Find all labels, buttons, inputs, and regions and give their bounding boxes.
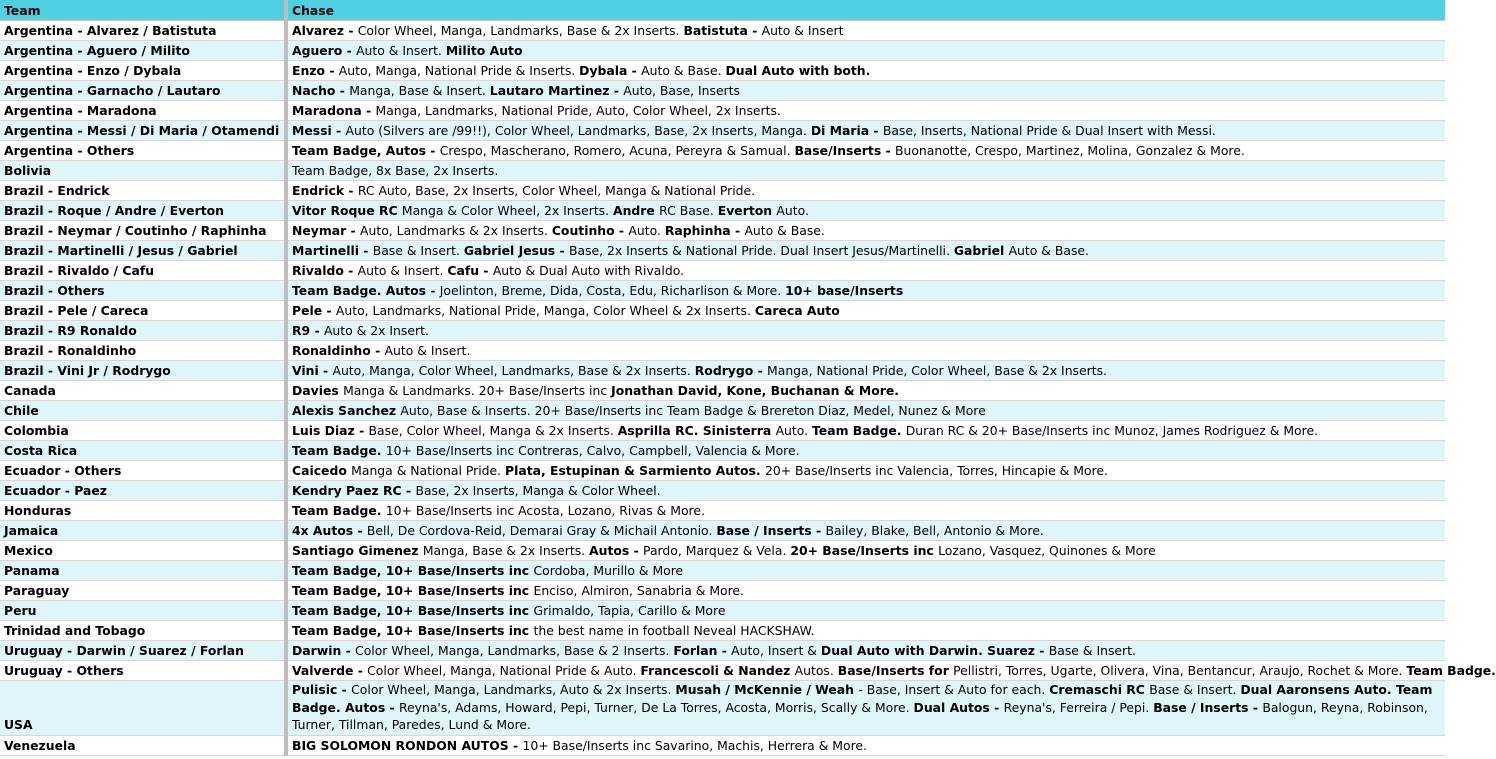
chase-text: Duran RC & 20+ Base/Inserts inc Munoz, James Rodriguez & More. <box>905 422 1319 438</box>
chase-bold-text: Milito Auto <box>445 42 523 58</box>
table-row <box>0 221 1445 241</box>
chase-bold-text: Santiago Gimenez <box>292 542 423 558</box>
chase-cell[interactable] <box>286 121 1445 141</box>
chase-text: Auto & Dual Auto with Rivaldo. <box>492 262 685 278</box>
chase-cell[interactable] <box>286 81 1445 101</box>
chase-bold-text: Gabriel Jesus - <box>463 242 569 258</box>
team-cell[interactable]: Argentina - Maradona <box>0 101 286 121</box>
team-cell[interactable]: Jamaica <box>0 521 286 541</box>
chase-bold-text: Coutinho - <box>551 222 629 238</box>
chase-text: 20+ Base/Inserts inc Valencia, Torres, Hincapie & More. <box>764 462 1108 478</box>
chase-text: Color Wheel, Manga, Landmarks, Base & 2 Inserts. <box>355 642 674 658</box>
chase-bold-text: Team Badge. <box>292 442 386 458</box>
team-cell[interactable]: Brazil - Martinelli / Jesus / Gabriel <box>0 241 286 261</box>
chase-text: Reyna's, Ferreira / Pepi. <box>1003 699 1154 715</box>
team-cell[interactable]: Colombia <box>0 421 286 441</box>
chase-text: Auto & Base. <box>744 222 825 238</box>
chase-cell[interactable] <box>286 461 1445 481</box>
chase-text: Bell, De Cordova-Reid, Demarai Gray & Michail Antonio. <box>366 522 717 538</box>
chase-cell[interactable] <box>286 561 1445 581</box>
chase-text: Auto, Manga, National Pride & Inserts. <box>338 62 580 78</box>
table-row <box>0 661 1445 681</box>
chase-bold-text: Musah / McKennie / Weah <box>675 682 859 697</box>
chase-text: 10+ Base/Inserts inc Contreras, Calvo, Campbell, Valencia & More. <box>385 442 800 458</box>
chase-bold-text: Team Badge, 10+ Base/Inserts inc <box>292 562 534 578</box>
chase-bold-text: Everton <box>717 202 777 218</box>
chase-cell[interactable] <box>286 241 1445 261</box>
chase-bold-text: 10+ base/Inserts <box>785 282 904 298</box>
chase-text: Base, Color Wheel, Manga & 2x Inserts. <box>368 422 618 438</box>
chase-bold-text: Dual Auto with both. <box>725 62 871 78</box>
chase-text: Auto, Insert & <box>731 642 821 658</box>
table-row <box>0 201 1445 221</box>
chase-text: Auto & 2x Insert. <box>323 322 429 338</box>
chase-bold-text: Vini - <box>292 362 333 378</box>
chase-text: Auto, Manga, Color Wheel, Landmarks, Base & 2x Inserts. <box>332 362 695 378</box>
table-row <box>0 521 1445 541</box>
table-row <box>0 461 1445 481</box>
chase-text: Auto, Landmarks & 2x Inserts. <box>360 222 552 238</box>
chase-text: Grimaldo, Tapia, Carillo & More <box>533 602 726 618</box>
table-row <box>0 581 1445 601</box>
chase-text: Lozano, Vasquez, Quinones & More <box>938 542 1156 558</box>
chase-text: Bailey, Blake, Bell, Antonio & More. <box>825 522 1044 538</box>
chase-cell[interactable] <box>286 301 1445 321</box>
table-row <box>0 381 1445 401</box>
chase-cell[interactable] <box>286 521 1445 541</box>
chase-text: Auto & Insert. <box>384 342 471 358</box>
chase-cell[interactable] <box>286 481 1445 501</box>
table-row <box>0 121 1445 141</box>
chase-bold-text: Team Badge, Autos - <box>292 142 440 158</box>
chase-text: Auto & Base. <box>1008 242 1089 258</box>
table-row <box>0 421 1445 441</box>
team-cell[interactable]: Panama <box>0 561 286 581</box>
chase-text: Auto & Insert. <box>357 262 448 278</box>
team-cell[interactable]: Uruguay - Darwin / Suarez / Forlan <box>0 641 286 661</box>
chase-text: Base & Insert. <box>372 242 464 258</box>
chase-bold-text: Team Badge. Autos - <box>292 282 440 298</box>
chase-bold-text: Cafu - <box>447 262 493 278</box>
chase-text: Auto, Landmarks, National Pride, Manga, Color Wheel & 2x Inserts. <box>335 302 755 318</box>
chase-bold-text: Luis Diaz - <box>292 422 369 438</box>
chase-text: Autos. <box>794 662 838 678</box>
chase-bold-text: Rodrygo - <box>694 362 768 378</box>
team-cell[interactable]: Argentina - Alvarez / Batistuta <box>0 21 286 41</box>
chase-text: Manga & National Pride. <box>351 462 506 478</box>
chase-bold-text: R9 - <box>292 322 324 338</box>
chase-text: Team Badge, 8x Base, 2x Inserts. <box>292 162 499 178</box>
chase-cell[interactable] <box>286 321 1445 341</box>
chase-text: Auto, Base, Inserts <box>623 82 740 98</box>
chase-text: Manga, Landmarks, National Pride, Auto, Color Wheel, 2x Inserts. <box>375 102 781 118</box>
chase-text: Joelinton, Breme, Dida, Costa, Edu, Richarlison & More. <box>439 282 786 298</box>
chase-bold-text: Asprilla RC. Sinisterra <box>617 422 776 438</box>
chase-cell[interactable] <box>286 361 1445 381</box>
table-row <box>0 441 1445 461</box>
chase-text: Manga, Base & 2x Inserts. <box>422 542 590 558</box>
team-cell[interactable]: Brazil - Ronaldinho <box>0 341 286 361</box>
team-cell[interactable]: Brazil - Neymar / Coutinho / Raphinha <box>0 221 286 241</box>
chase-bold-text: Team Badge, 10+ Base/Inserts inc <box>292 622 534 638</box>
chase-text: Base & Insert. <box>1149 682 1241 697</box>
chase-bold-text: Dual Auto with Darwin. Suarez - <box>820 642 1049 658</box>
chase-cell[interactable] <box>286 621 1445 641</box>
chase-text: Manga & Color Wheel, 2x Inserts. <box>401 202 614 218</box>
chase-bold-text: Nacho - <box>292 82 350 98</box>
chase-bold-text: Careca Auto <box>754 302 840 318</box>
chase-cell[interactable] <box>286 736 1445 756</box>
chase-bold-text: Team Badge. <box>292 502 386 518</box>
chase-text: Auto (Silvers are /99!!), Color Wheel, Landmarks, Base, 2x Inserts, Manga. <box>345 122 811 138</box>
table-row <box>0 401 1445 421</box>
chase-text: Buonanotte, Crespo, Martinez, Molina, Gonzalez & More. <box>894 142 1245 158</box>
chase-bold-text: Maradona - <box>292 102 376 118</box>
chase-bold-text: Base / Inserts - <box>1153 699 1263 715</box>
team-cell[interactable]: Brazil - Roque / Andre / Everton <box>0 201 286 221</box>
team-cell[interactable]: Bolivia <box>0 161 286 181</box>
chase-text: the best name in football Neveal HACKSHAW. <box>533 622 815 638</box>
chase-bold-text: Ronaldinho - <box>292 342 385 358</box>
chase-text: Manga, National Pride, Color Wheel, Base & 2x Inserts. <box>767 362 1107 378</box>
chase-bold-text: Enzo - <box>292 62 339 78</box>
team-cell[interactable]: Brazil - Endrick <box>0 181 286 201</box>
chase-bold-text: Forlan - <box>673 642 732 658</box>
chase-bold-text: Messi - <box>292 122 346 138</box>
table-row <box>0 601 1445 621</box>
chase-bold-text: Pulisic - <box>292 682 352 697</box>
chase-bold-text: Dual Autos - <box>913 699 1004 715</box>
chase-cell[interactable] <box>286 401 1445 421</box>
chase-bold-text: Vitor Roque RC <box>292 202 402 218</box>
chase-bold-text: Dybala - <box>579 62 642 78</box>
chase-text: 10+ Base/Inserts inc Savarino, Machis, Herrera & More. <box>522 737 867 753</box>
chase-text: Reyna's, Adams, Howard, Pepi, Turner, De La Torres, Acosta, Morris, Scally & More. <box>398 699 914 715</box>
chase-bold-text: Gabriel <box>953 242 1009 258</box>
chase-bold-text: Endrick - <box>292 182 358 198</box>
header-row <box>0 0 1445 21</box>
table-row <box>0 621 1445 641</box>
table-row <box>0 641 1445 661</box>
table-row <box>0 181 1445 201</box>
chase-text: Cordoba, Murillo & More <box>533 562 684 578</box>
chase-bold-text: Caicedo <box>292 462 352 478</box>
team-cell[interactable]: Chile <box>0 401 286 421</box>
chase-text: 10+ Base/Inserts inc Acosta, Lozano, Rivas & More. <box>385 502 705 518</box>
chase-cell[interactable] <box>286 61 1445 81</box>
chase-text: Color Wheel, Manga, Landmarks, Auto & 2x Inserts. <box>351 682 676 697</box>
team-cell[interactable]: Brazil - R9 Ronaldo <box>0 321 286 341</box>
team-cell[interactable]: Canada <box>0 381 286 401</box>
chase-text: Manga & Landmarks. 20+ Base/Inserts inc <box>343 382 612 398</box>
chase-bold-text: Autos - <box>589 542 644 558</box>
table-row <box>0 681 1445 736</box>
chase-bold-text: Di Maria - <box>810 122 883 138</box>
chase-cell[interactable] <box>286 141 1445 161</box>
table-row <box>0 41 1445 61</box>
chase-bold-text: Andre <box>613 202 660 218</box>
chase-bold-text: Aguero - <box>292 42 357 58</box>
table-row <box>0 161 1445 181</box>
chase-text: Color Wheel, Manga, Landmarks, Base & 2x Inserts. <box>357 22 684 38</box>
team-cell[interactable]: Argentina - Messi / Di Maria / Otamendi <box>0 121 286 141</box>
table-row <box>0 561 1445 581</box>
chase-bold-text: Darwin - <box>292 642 356 658</box>
chase-text: RC Base. <box>659 202 718 218</box>
table-row <box>0 81 1445 101</box>
chase-text: Auto. <box>775 422 812 438</box>
chase-text: Base & Insert. <box>1048 642 1136 658</box>
table-row <box>0 241 1445 261</box>
chase-cell[interactable] <box>286 581 1445 601</box>
team-cell[interactable]: Argentina - Garnacho / Lautaro <box>0 81 286 101</box>
team-cell[interactable]: Honduras <box>0 501 286 521</box>
chase-bold-text: Dual Aaronsens Auto. Team Badge. Autos - <box>292 682 1433 715</box>
team-cell[interactable]: Uruguay - Others <box>0 661 286 681</box>
chase-bold-text: BIG SOLOMON RONDON AUTOS - <box>292 737 523 753</box>
team-cell[interactable]: Peru <box>0 601 286 621</box>
team-cell[interactable]: USA <box>0 681 286 736</box>
chase-cell[interactable] <box>286 201 1445 221</box>
chase-text: Pardo, Marquez & Vela. <box>643 542 791 558</box>
chase-text: Base, 2x Inserts & National Pride. Dual Insert Jesus/Martinelli. <box>568 242 954 258</box>
chase-cell[interactable] <box>286 601 1445 621</box>
chase-text: Auto. <box>628 222 665 238</box>
table-row <box>0 481 1445 501</box>
chase-bold-text: Base/Inserts for <box>837 662 954 678</box>
table-row <box>0 541 1445 561</box>
chase-cell[interactable] <box>286 441 1445 461</box>
table-row <box>0 361 1445 381</box>
chase-text: Pellistri, Torres, Ugarte, Olivera, Vina, Bentancur, Araujo, Rochet & More. <box>953 662 1407 678</box>
team-cell[interactable]: Paraguay <box>0 581 286 601</box>
chase-cell[interactable] <box>286 641 1445 661</box>
chase-cell[interactable] <box>286 681 1445 736</box>
chase-bold-text: Lautaro Martinez - <box>489 82 624 98</box>
chase-cell[interactable] <box>286 221 1445 241</box>
chase-text: Manga, Base & Insert. <box>349 82 490 98</box>
chase-cell[interactable] <box>286 161 1445 181</box>
chase-cell[interactable] <box>286 541 1445 561</box>
team-cell[interactable]: Ecuador - Paez <box>0 481 286 501</box>
chase-text: Auto & Insert. <box>356 42 446 58</box>
team-cell[interactable]: Mexico <box>0 541 286 561</box>
chase-cell[interactable] <box>286 41 1445 61</box>
team-cell[interactable]: Argentina - Others <box>0 141 286 161</box>
chase-text: Auto & Insert <box>761 22 844 38</box>
team-cell[interactable]: Trinidad and Tobago <box>0 621 286 641</box>
chase-text: Enciso, Almiron, Sanabria & More. <box>533 582 744 598</box>
chase-text: Balogun, Reyna, Robinson, Turner, Tillman, Paredes, Lund & More. <box>292 699 1428 732</box>
table-row <box>0 101 1445 121</box>
chase-cell[interactable] <box>286 261 1445 281</box>
team-cell[interactable]: Costa Rica <box>0 441 286 461</box>
chase-bold-text: Francescoli & Nandez <box>640 662 795 678</box>
table-row <box>0 736 1445 756</box>
chase-cell[interactable] <box>286 181 1445 201</box>
chase-cell[interactable] <box>286 501 1445 521</box>
chase-bold-text: Martinelli - <box>292 242 373 258</box>
table-row <box>0 341 1445 361</box>
header-team[interactable]: Team <box>0 0 286 21</box>
table-row <box>0 21 1445 41</box>
chase-text: Crespo, Mascherano, Romero, Acuna, Pereyra & Samual. <box>439 142 795 158</box>
chase-text: Auto & Base. <box>641 62 726 78</box>
chase-bold-text: Pele - <box>292 302 336 318</box>
chase-text: Auto. <box>776 202 809 218</box>
team-cell[interactable]: Venezuela <box>0 736 286 756</box>
chase-text: RC Auto, Base, 2x Inserts, Color Wheel, Manga & National Pride. <box>357 182 756 198</box>
chase-bold-text: Team Badge. <box>812 422 906 438</box>
header-chase[interactable]: Chase <box>286 0 1445 21</box>
chase-bold-text: 20+ Base/Inserts inc <box>790 542 939 558</box>
chase-bold-text: Rivaldo - <box>292 262 358 278</box>
chase-text: - Base, Insert & Auto for each. <box>858 682 1050 697</box>
chase-bold-text: Kendry Paez RC - <box>292 482 416 498</box>
team-cell[interactable]: Ecuador - Others <box>0 461 286 481</box>
chase-bold-text: Cremaschi RC <box>1049 682 1150 697</box>
team-cell[interactable]: Argentina - Aguero / Milito <box>0 41 286 61</box>
chase-cell[interactable] <box>286 341 1445 361</box>
chase-bold-text: Alexis Sanchez <box>292 402 401 418</box>
chase-cell[interactable] <box>286 661 1496 681</box>
chase-text: Base, 2x Inserts, Manga & Color Wheel. <box>415 482 661 498</box>
chase-cell[interactable] <box>286 421 1445 441</box>
chase-bold-text: Plata, Estupinan & Sarmiento Autos. <box>505 462 765 478</box>
team-cell[interactable]: Brazil - Pele / Careca <box>0 301 286 321</box>
table-row <box>0 261 1445 281</box>
chase-text: Auto, Base & Inserts. 20+ Base/Inserts inc Team Badge & Brereton Diaz, Medel, Nunez & More <box>400 402 986 418</box>
chase-bold-text: Valverde - <box>292 662 368 678</box>
team-cell[interactable]: Argentina - Enzo / Dybala <box>0 61 286 81</box>
chase-bold-text: Davies <box>292 382 344 398</box>
team-cell[interactable]: Brazil - Others <box>0 281 286 301</box>
table-row <box>0 141 1445 161</box>
chase-bold-text: Neymar - <box>292 222 361 238</box>
table-row <box>0 61 1445 81</box>
chase-bold-text: Raphinha - <box>664 222 745 238</box>
chase-bold-text: Team Badge, 10+ Base/Inserts inc <box>292 582 534 598</box>
chase-bold-text: Team Badge. <box>1406 662 1496 678</box>
team-cell[interactable]: Brazil - Rivaldo / Cafu <box>0 261 286 281</box>
table-row <box>0 301 1445 321</box>
table-row <box>0 321 1445 341</box>
chase-cell[interactable] <box>286 381 1445 401</box>
chase-bold-text: 4x Autos - <box>292 522 367 538</box>
chase-bold-text: Base/Inserts - <box>794 142 895 158</box>
chase-bold-text: Alvarez - <box>292 22 358 38</box>
table-row <box>0 281 1445 301</box>
table-row <box>0 501 1445 521</box>
chase-bold-text: Base / Inserts - <box>716 522 826 538</box>
chase-bold-text: Jonathan David, Kone, Buchanan & More. <box>611 382 899 398</box>
chase-text: Base, Inserts, National Pride & Dual Insert with Messi. <box>882 122 1216 138</box>
chase-text: Color Wheel, Manga, National Pride & Auto. <box>367 662 641 678</box>
chase-bold-text: Team Badge, 10+ Base/Inserts inc <box>292 602 534 618</box>
chase-cell[interactable] <box>286 281 1445 301</box>
chase-cell[interactable] <box>286 101 1445 121</box>
chase-cell[interactable] <box>286 21 1445 41</box>
chase-bold-text: Batistuta - <box>683 22 762 38</box>
team-cell[interactable]: Brazil - Vini Jr / Rodrygo <box>0 361 286 381</box>
